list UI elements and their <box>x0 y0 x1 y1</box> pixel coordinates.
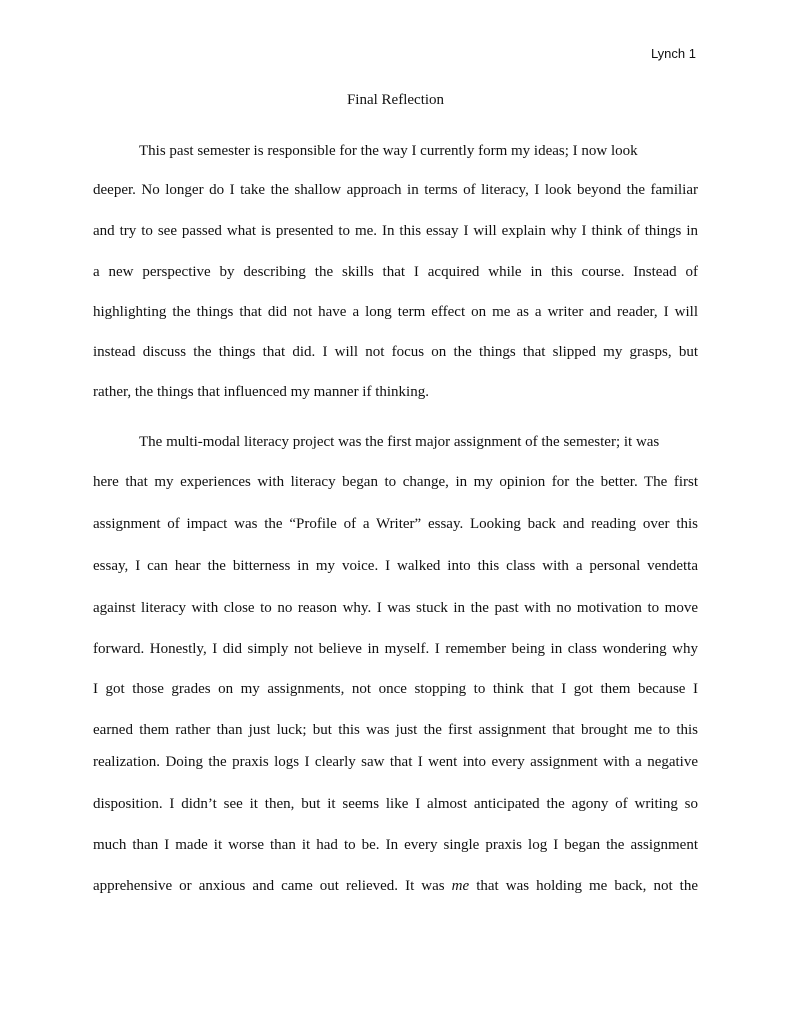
paragraph-1-line-7: rather, the things that influenced my manner if thinking. <box>93 384 429 400</box>
paragraph-2-line-2: here that my experiences with literacy began to change, in my opinion for the better. The first <box>93 474 698 490</box>
paragraph-2-line-7: I got those grades on my assignments, not once stopping to think that I got them because I <box>93 681 698 697</box>
line-text-before-emphasis: apprehensive or anxious and came out relieved. It was <box>93 878 452 894</box>
paragraph-2-line-1: The multi-modal literacy project was the first major assignment of the semester; it was <box>139 434 660 450</box>
line-text-after-emphasis: that was holding me back, not the <box>469 878 698 894</box>
paragraph-2-line-8: earned them rather than just luck; but this was just the first assignment that brought me to this <box>93 722 698 738</box>
paragraph-2-line-5: against literacy with close to no reason why. I was stuck in the past with no motivation to move <box>93 600 698 616</box>
paragraph-1-line-1: This past semester is responsible for the way I currently form my ideas; I now look <box>139 143 638 159</box>
paragraph-1-line-2: deeper. No longer do I take the shallow approach in terms of literacy, I look beyond the familiar <box>93 182 698 198</box>
paragraph-2-line-4: essay, I can hear the bitterness in my voice. I walked into this class with a personal vendetta <box>93 558 698 574</box>
paragraph-1-line-4: a new perspective by describing the skills that I acquired while in this course. Instead of <box>93 264 698 280</box>
paragraph-2-line-12 <box>93 876 698 896</box>
paragraph-1-line-6: instead discuss the things that did. I will not focus on the things that slipped my grasps, but <box>93 344 698 360</box>
running-head: Lynch 1 <box>650 46 696 61</box>
paragraph-2-line-10: disposition. I didn’t see it then, but it seems like I almost anticipated the agony of writing so <box>93 796 698 812</box>
paragraph-2-line-6: forward. Honestly, I did simply not believe in myself. I remember being in class wondering why <box>93 641 698 657</box>
paragraph-1-line-5: highlighting the things that did not have a long term effect on me as a writer and reader, I will <box>93 304 698 320</box>
paragraph-1-line-3: and try to see passed what is presented to me. In this essay I will explain why I think of things in <box>93 223 698 239</box>
paragraph-2-line-9: realization. Doing the praxis logs I clearly saw that I went into every assignment with a negative <box>93 754 698 770</box>
paragraph-2-line-11: much than I made it worse than it had to be. In every single praxis log I began the assignment <box>93 837 698 853</box>
paragraph-2-line-3: assignment of impact was the “Profile of a Writer” essay. Looking back and reading over this <box>93 516 698 532</box>
emphasized-word: me <box>451 878 470 894</box>
document-title: Final Reflection <box>346 92 445 108</box>
